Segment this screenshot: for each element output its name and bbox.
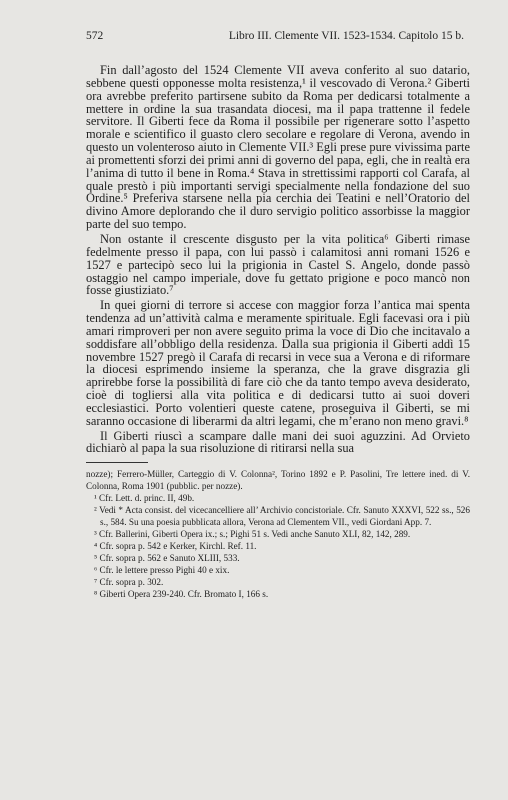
page-number: 572	[86, 30, 104, 42]
paragraph-1: Fin dall’agosto del 1524 Clemente VII aveva conferito al suo datario, sebbene questi opponesse molta resistenza,¹ il vescovado di Verona.² Giberti ora avrebbe preferito partirsene subito da Roma per dedicarsi totalmente a mettere in ordine la sua trasandata diocesi, ma il papa trattenne il fedele servitore. Il Giberti fece da Roma il possibile per rigenerare sotto l’aspetto morale e scientifico il guasto clero secolare e regolare di Verona, avendo in questo un volenteroso aiuto in Clemente VII.³ Egli prese pure vivissima parte ai promettenti sforzi dei primi anni di governo del papa, egli, che in realtà era l’anima di tutto il bene in Roma.⁴ Stava in strettissimi rapporti col Carafa, al quale prestò i più importanti servigi specialmente nella fondazione del suo Ordine.⁵ Preferiva starsene nella pia cerchia dei Teatini e nell’Oratorio del divino Amore deplorando che il duro servigio politico assorbisse la maggior parte del suo tempo.	[86, 63, 470, 232]
footnote-4: ⁴ Cfr. sopra p. 542 e Kerker, Kirchl. Ref. 11.	[94, 541, 257, 552]
running-title: Libro III. Clemente VII. 1523-1534. Capitolo 15 b.	[228, 30, 464, 42]
footnote-6: ⁶ Cfr. le lettere presso Pighi 40 e xix.	[94, 565, 230, 576]
running-header	[86, 30, 470, 44]
footnotes	[86, 468, 470, 600]
footnote-continuation: nozze); Ferrero-Müller, Carteggio di V. Colonna², Torino 1892 e P. Pasolini, Tre lettere ined. di V. Colonna, Roma 1901 (pubblic. per nozze).	[86, 469, 470, 492]
paragraph-3: In quei giorni di terrore si accese con maggior forza l’antica mai spenta tendenza ad un’attività calma e meramente spirituale. Egli facevasi ora i più amari rimproveri per non avere seguito prima la voce di Dio che incitavalo a soddisfare all’obbligo della residenza. Dalla sua prigionia il Giberti addì 15 novembre 1527 pregò il Carafa di recarsi in vece sua a Verona e di riformare la diocesi esprimendo insieme la speranza, che la grave disgrazia gli aprirebbe forse la possibilità di fare ciò che da tanto tempo aveva desiderato, cioè di togliersi alla vita politica e di dedicarsi tutto ai suoi doveri ecclesiastici. Porto volentieri queste catene, proseguiva il Giberti, se mi saranno occasione di liberarmi da altri legami, che m’erano non meno gravi.⁸	[86, 298, 470, 428]
paragraph-4: Il Giberti riuscì a scampare dalle mani dei suoi aguzzini. Ad Orvieto dichiarò al papa la sua risoluzione di ritirarsi nella sua	[86, 428, 470, 456]
footnote-5: ⁵ Cfr. sopra p. 562 e Sanuto XLIII, 533.	[94, 553, 240, 564]
footnote-2: ² Vedi * Acta consist. del vicecancelliere all’ Archivio concistoriale. Cfr. Sanuto XXXVI, 522 ss., 526 s., 584. Su una poesia pubblicata allora, Verona ad Clementem VII., vedi Giordani App. 7.	[94, 505, 470, 528]
footnote-separator	[86, 462, 148, 463]
footnote-3: ³ Cfr. Ballerini, Giberti Opera ix.; s.; Pighi 51 s. Vedi anche Sanuto XLI, 82, 142, 289.	[94, 529, 411, 540]
paragraph-2: Non ostante il crescente disgusto per la vita politica⁶ Giberti rimase fedelmente presso il papa, con lui passò i calamitosi anni romani 1526 e 1527 e partecipò seco lui la prigionia in Castel S. Angelo, donde passò ostaggio nel campo imperiale, dove fu gettato prigione e poco mancò non fosse giustiziato.⁷	[86, 231, 470, 298]
footnote-1: ¹ Cfr. Lett. d. princ. II, 49b.	[94, 493, 195, 504]
footnote-7: ⁷ Cfr. sopra p. 302.	[94, 577, 164, 588]
main-text	[86, 64, 470, 455]
footnote-8: ⁸ Giberti Opera 239-240. Cfr. Bromato I, 166 s.	[94, 589, 269, 600]
